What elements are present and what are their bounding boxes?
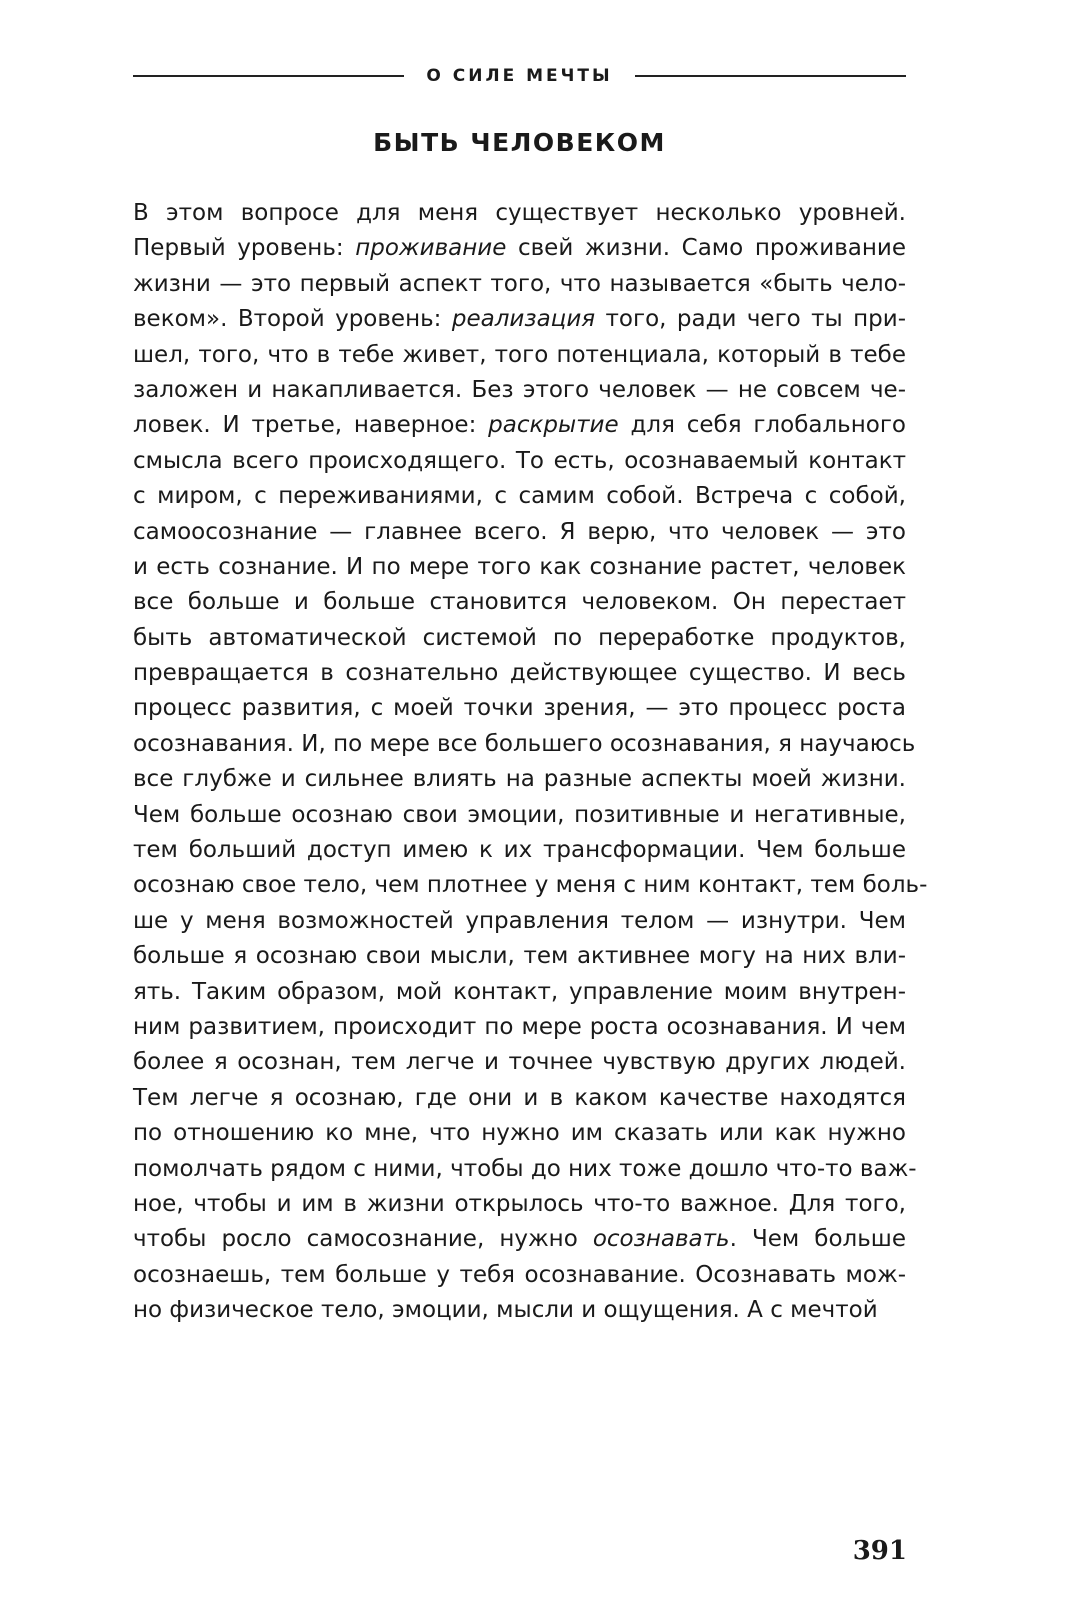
text-line bbox=[133, 1187, 906, 1222]
text-segment: ное, чтобы и им в жизни открылось что-то важное. Для того, bbox=[133, 1190, 906, 1217]
text-segment: осознаю свое тело, чем плотнее у меня с ним контакт, тем боль- bbox=[133, 872, 928, 899]
text-segment: но физическое тело, эмоции, мысли и ощущения. А с мечтой bbox=[133, 1297, 878, 1324]
text-segment: превращается в сознательно действующее существо. И весь bbox=[133, 660, 906, 687]
text-segment: Первый уровень: bbox=[133, 235, 356, 262]
text-segment: быть автоматической системой по переработке продуктов, bbox=[133, 624, 906, 651]
text-line bbox=[133, 196, 906, 231]
text-line bbox=[133, 1116, 906, 1151]
text-line bbox=[133, 798, 906, 833]
text-segment: более я осознан, тем легче и точнее чувствую других людей. bbox=[133, 1049, 906, 1076]
text-segment: веком». Второй уровень: bbox=[133, 306, 452, 333]
text-line bbox=[133, 691, 906, 726]
text-segment: шел, того, что в тебе живет, того потенциала, который в тебе bbox=[133, 341, 906, 368]
text-segment: больше я осознаю свои мысли, тем активнее могу на них вли- bbox=[133, 943, 906, 970]
text-line bbox=[133, 1152, 917, 1187]
text-line bbox=[133, 1258, 906, 1293]
text-segment: все глубже и сильнее влиять на разные аспекты моей жизни. bbox=[133, 766, 906, 793]
text-line bbox=[133, 408, 906, 443]
text-segment: осознавания. И, по мере все большего осознавания, я научаюсь bbox=[133, 730, 916, 757]
text-line bbox=[133, 939, 906, 974]
text-segment: осознаешь, тем больше у тебя осознавание. Осознавать мож- bbox=[133, 1261, 906, 1288]
page-number: 391 bbox=[852, 1536, 907, 1566]
text-segment: по отношению ко мне, что нужно им сказать или как нужно bbox=[133, 1120, 906, 1147]
running-header bbox=[133, 62, 906, 90]
text-segment: . Чем больше bbox=[729, 1226, 906, 1253]
text-segment: заложен и накапливается. Без этого человек — не совсем че- bbox=[133, 376, 906, 403]
text-segment: ше у меня возможностей управления телом — изнутри. Чем bbox=[133, 907, 906, 934]
text-segment: ять. Таким образом, мой контакт, управление моим внутрен- bbox=[133, 978, 906, 1005]
text-line bbox=[133, 656, 906, 691]
italic-term: раскрытие bbox=[488, 412, 619, 439]
text-segment: с миром, с переживаниями, с самим собой. Встреча с собой, bbox=[133, 483, 906, 510]
text-line bbox=[133, 1081, 906, 1116]
text-segment: В этом вопросе для меня существует несколько уровней. bbox=[133, 200, 906, 226]
text-segment: чтобы росло самосознание, нужно bbox=[133, 1226, 593, 1253]
header-rule-left bbox=[133, 75, 404, 77]
text-line bbox=[133, 975, 906, 1010]
text-line bbox=[133, 373, 906, 408]
text-line bbox=[133, 479, 906, 514]
text-line bbox=[133, 585, 906, 620]
text-segment: Тем легче я осознаю, где они и в каком качестве находятся bbox=[133, 1084, 906, 1111]
text-segment: и есть сознание. И по мере того как сознание растет, человек bbox=[133, 553, 906, 580]
text-line bbox=[133, 621, 906, 656]
body-text bbox=[133, 196, 928, 1329]
header-rule-right bbox=[635, 75, 906, 77]
text-line bbox=[133, 444, 906, 479]
text-segment: процесс развития, с моей точки зрения, — это процесс роста bbox=[133, 695, 906, 722]
text-segment: ним развитием, происходит по мере роста осознавания. И чем bbox=[133, 1013, 906, 1040]
text-line bbox=[133, 550, 906, 585]
italic-term: проживание bbox=[355, 235, 507, 262]
text-line bbox=[133, 338, 906, 373]
text-line bbox=[133, 727, 916, 762]
text-segment: жизни — это первый аспект того, что называется «быть чело- bbox=[133, 270, 906, 297]
chapter-title: БЫТЬ ЧЕЛОВЕКОМ bbox=[373, 128, 666, 157]
running-title: О СИЛЕ МЕЧТЫ bbox=[426, 66, 613, 86]
italic-term: осознавать bbox=[592, 1226, 730, 1253]
text-segment: тем больший доступ имею к их трансформации. Чем больше bbox=[133, 837, 906, 864]
italic-term: реализация bbox=[451, 306, 596, 333]
text-line bbox=[133, 267, 906, 302]
text-segment: помолчать рядом с ними, чтобы до них тоже дошло что-то важ- bbox=[133, 1155, 917, 1182]
text-segment: свей жизни. Само проживание bbox=[506, 235, 906, 262]
text-line bbox=[133, 515, 906, 550]
text-line bbox=[133, 1045, 906, 1080]
text-line bbox=[133, 302, 906, 337]
text-segment: ловек. И третье, наверное: bbox=[133, 412, 489, 439]
text-segment: того, ради чего ты при- bbox=[595, 306, 906, 333]
text-segment: все больше и больше становится человеком. Он перестает bbox=[133, 589, 906, 616]
text-segment: Чем больше осознаю свои эмоции, позитивные и негативные, bbox=[133, 801, 906, 828]
text-line bbox=[133, 1222, 906, 1257]
text-line bbox=[133, 762, 906, 797]
text-line bbox=[133, 868, 928, 903]
text-line bbox=[133, 904, 906, 939]
text-line bbox=[133, 231, 906, 266]
text-segment: самоосознание — главнее всего. Я верю, что человек — это bbox=[133, 518, 906, 545]
text-line bbox=[133, 1010, 906, 1045]
text-line bbox=[133, 833, 906, 868]
text-line bbox=[133, 1293, 906, 1328]
text-segment: смысла всего происходящего. То есть, осознаваемый контакт bbox=[133, 447, 906, 474]
text-segment: для себя глобального bbox=[618, 412, 907, 439]
